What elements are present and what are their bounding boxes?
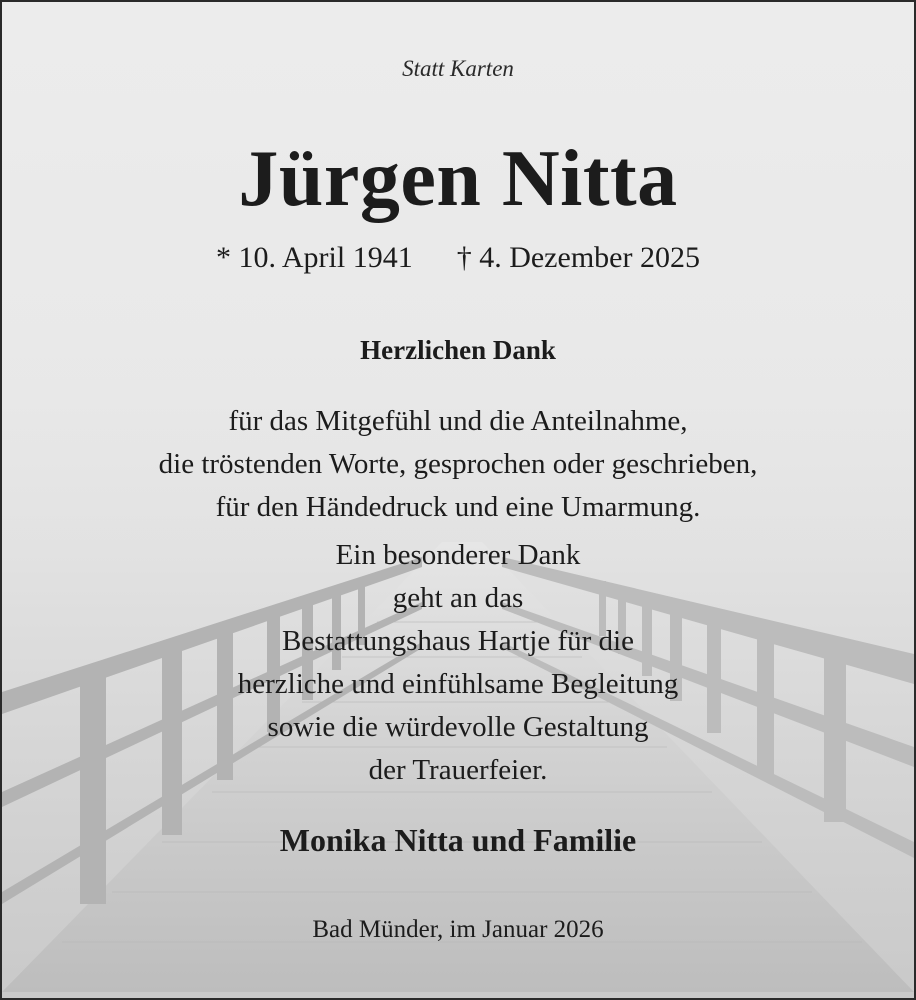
special-thanks-line: der Trauerfeier. [368,754,548,786]
special-thanks-line: Ein besonderer Dank [335,539,581,571]
thanks-line: für den Händedruck und eine Umarmung. [215,491,701,523]
thanks-line: für das Mitgefühl und die Anteilnahme, [228,405,688,437]
life-dates [2,241,914,275]
thanks-line: die tröstenden Worte, gesprochen oder geschrieben, [158,448,758,480]
header-note: Statt Karten [402,56,514,81]
special-thanks-line: geht an das [392,582,524,614]
death-date: † 4. Dezember 2025 [456,241,700,274]
special-thanks-line: sowie die würdevolle Gestaltung [267,711,649,743]
deceased-name: Jürgen Nitta [238,135,678,223]
family-signature: Monika Nitta und Familie [279,822,637,858]
birth-date: * 10. April 1941 [216,241,413,274]
special-thanks-line: herzliche und einfühlsame Begleitung [237,668,679,700]
place-and-date: Bad Münder, im Januar 2026 [312,916,604,943]
special-thanks-line: Bestattungshaus Hartje für die [282,625,634,657]
thanks-heading: Herzlichen Dank [360,335,556,365]
